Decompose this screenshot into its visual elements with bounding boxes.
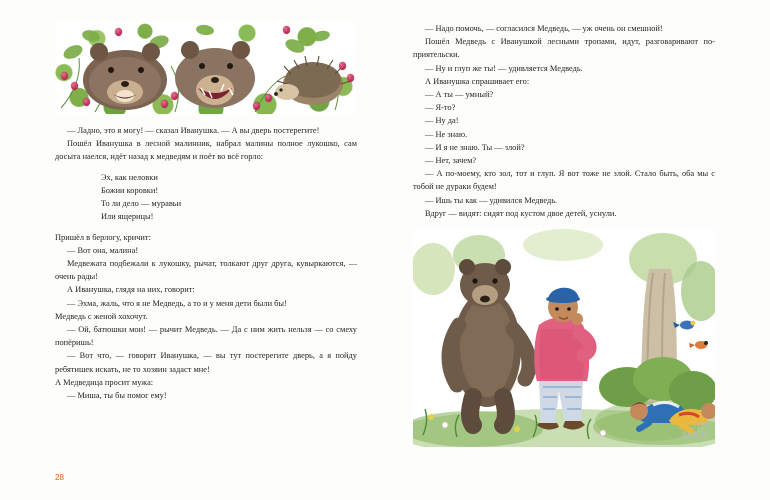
paragraph: — Не знаю. xyxy=(425,129,468,139)
right-page-text xyxy=(413,22,715,220)
watermark-line-1: ЛЯ xyxy=(692,421,709,434)
paragraph: — И я не знаю. Ты — злой? xyxy=(425,142,525,152)
bear-cub-left-figure xyxy=(83,43,167,110)
verse-line: Или ящерицы! xyxy=(101,211,154,221)
paragraph: — А ты — умный? xyxy=(425,90,494,100)
ivanushka-figure xyxy=(534,288,590,430)
paragraph: — А по-моему, кто зол, тот и глуп. Я вот тоже не злой. Стало быть, оба мы с тобой не дураки будем! xyxy=(413,169,715,192)
page-number: 28 xyxy=(55,473,64,482)
foliage-detail-svg xyxy=(55,22,355,114)
bear-cub-right-figure xyxy=(175,41,255,108)
paragraph: А Иванушка, глядя на них, говорит: xyxy=(67,285,195,295)
paragraph: Медвежата подбежали к лукошку, рычат, толкают друг друга, кувыркаются, — очень рады! xyxy=(55,259,357,282)
paragraph: Пошёл Иванушка в лесной малинник, набрал малины полное лукошко, сам досыта наелся, идёт назад к медведям и поёт во всё горло: xyxy=(55,139,357,162)
scene-svg xyxy=(413,229,715,447)
paragraph: — Нет, зачем? xyxy=(425,156,477,166)
bears-and-hedgehog-in-raspberry-bushes-illustration xyxy=(55,22,355,114)
paragraph: — Миша, ты бы помог ему! xyxy=(67,391,167,401)
bear-ivanushka-and-sleeping-children-illustration xyxy=(413,229,715,447)
verse-line: То ли дело — муравьи xyxy=(101,198,182,208)
paragraph: — Ишь ты как — удивился Медведь. xyxy=(425,195,558,205)
right-page xyxy=(385,0,770,500)
left-page-text xyxy=(55,124,357,402)
paragraph: — Вот она, малина! xyxy=(67,245,139,255)
watermark xyxy=(682,423,709,441)
paragraph: — Вот что, — говорит Иванушка, — вы тут постерегите дверь, а я пойду ребятишек искать, не то хозяин задаст мне! xyxy=(55,351,357,374)
verse-block xyxy=(55,171,357,223)
paragraph: — Ладно, это я могу! — сказал Иванушка. — А вы дверь постерегите! xyxy=(67,126,320,135)
paragraph: А Иванушка спрашивает его: xyxy=(425,76,530,86)
paragraph: — Ну да! xyxy=(425,116,459,126)
bear-figure xyxy=(449,259,529,425)
paragraph: — Ну и глуп же ты! — удивляется Медведь. xyxy=(425,63,583,73)
paragraph: — Надо помочь, — согласился Медведь, — уж очень он смешной! xyxy=(425,24,663,33)
paragraph: — Ой, батюшки мои! — рычит Медведь. — Да с ним жить нельзя — со смеху попёришь! xyxy=(55,325,357,348)
verse-line: Божии коровки! xyxy=(101,185,159,195)
paragraph: — Эхма, жаль, что я не Медведь, а то и у меня дети были бы! xyxy=(67,298,287,308)
paragraph: — Я-то? xyxy=(425,103,456,113)
paragraph: Пошёл Медведь с Иванушкой лесными тропами, идут, разговаривают по-приятельски. xyxy=(413,37,715,60)
paragraph: Вдруг — видят: сидят под кустом двое детей, уснули. xyxy=(425,208,617,218)
paragraph: Медведь с женой хохочут. xyxy=(55,311,148,321)
watermark-line-2: МАМ xyxy=(681,430,709,443)
verse-line: Эх, как неловки xyxy=(101,172,158,182)
paragraph: А Медведица просит мужа: xyxy=(55,377,154,387)
paragraph: Пришёл в берлогу, кричит: xyxy=(55,232,151,242)
birds xyxy=(673,321,708,350)
